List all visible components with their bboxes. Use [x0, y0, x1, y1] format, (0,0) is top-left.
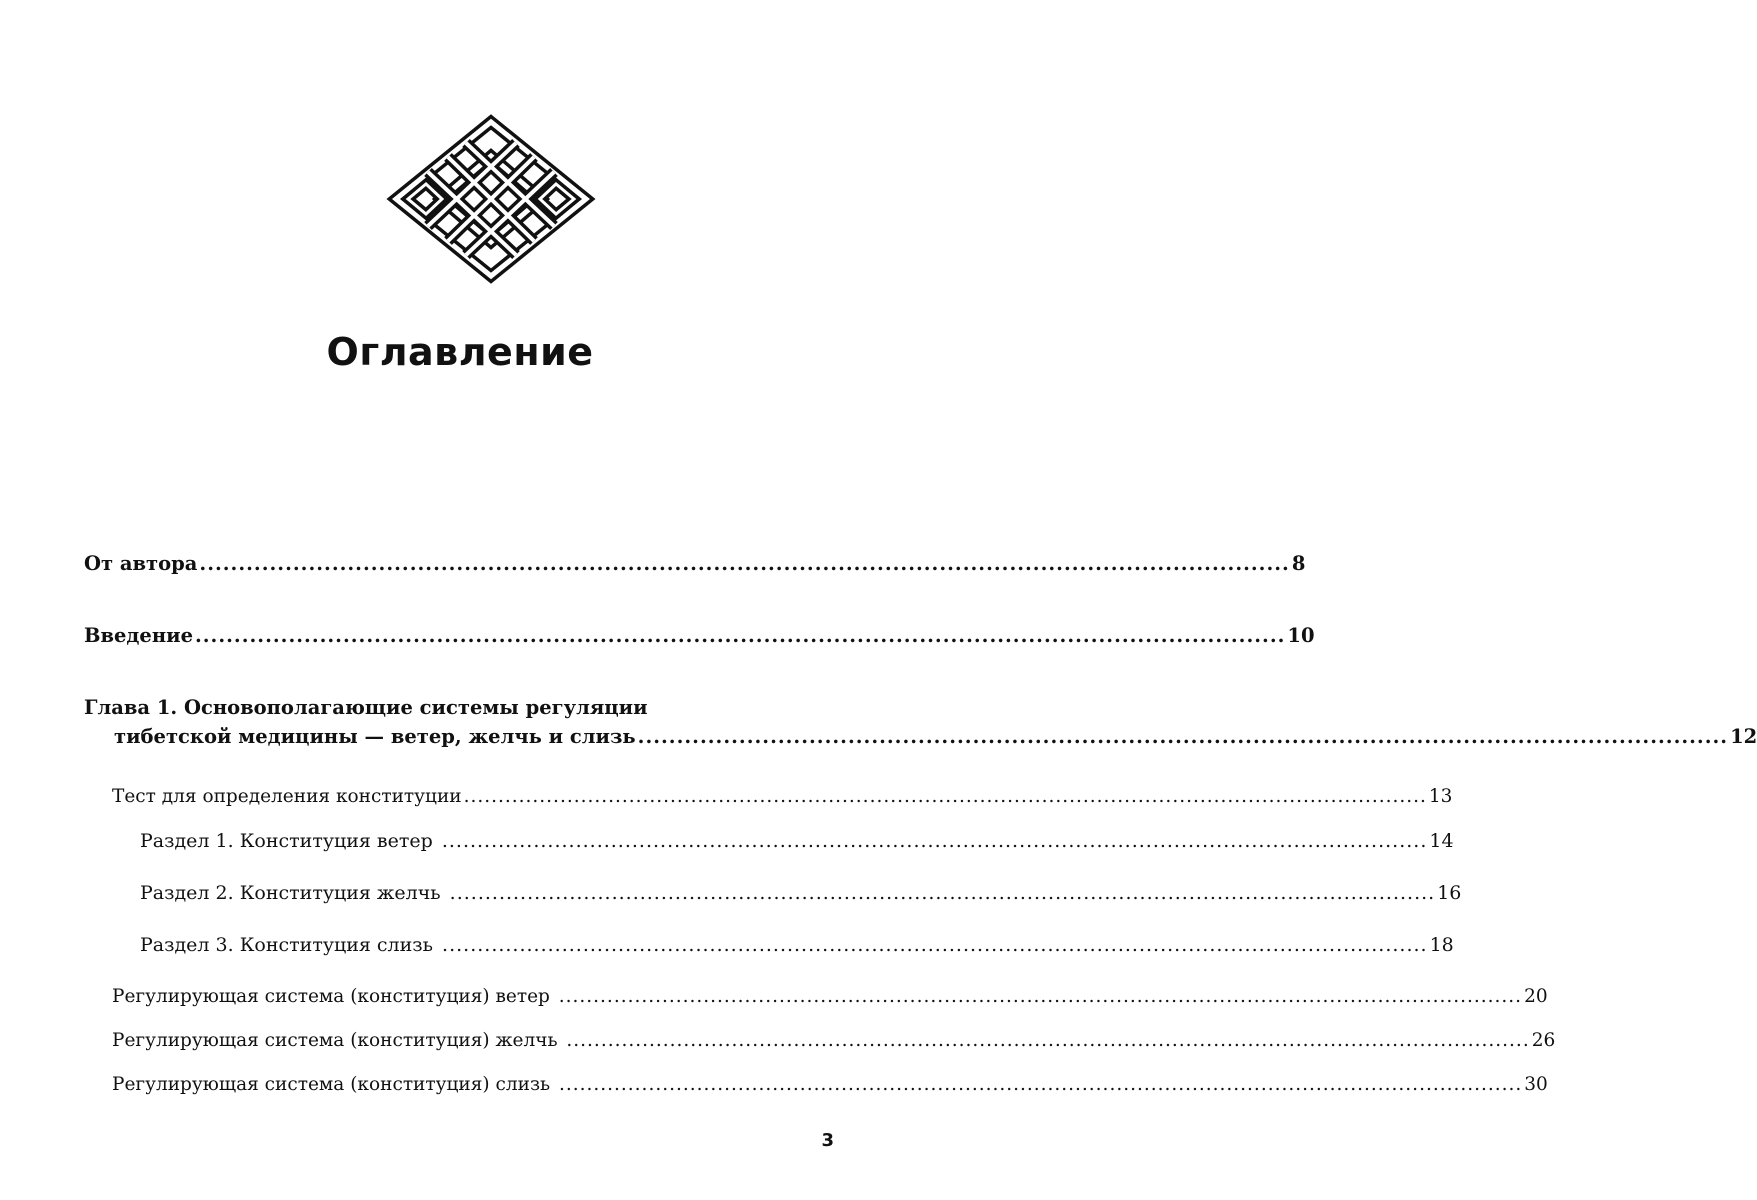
toc-entry-label: Раздел 2. Конституция желчь [140, 882, 441, 904]
toc-entry-label-line1: Глава 1. Основополагающие системы регуляции [84, 696, 648, 719]
toc-entry-section-2[interactable] [84, 882, 1462, 904]
leader-dots: ............................................................................................................................................ [199, 552, 1290, 575]
toc-entry-page: 20 [1524, 986, 1548, 1007]
toc-entry-label: От автора [84, 552, 198, 575]
toc-entry-page: 14 [1429, 830, 1454, 852]
toc-entry-regulating-bile[interactable] [84, 1030, 1556, 1051]
toc-entry-introduction[interactable] [84, 624, 1315, 647]
toc-entry-label: Раздел 1. Конституция ветер [140, 830, 433, 852]
leader-dots: ............................................................................................................................................ [435, 934, 1428, 956]
toc-entry-page: 12 [1730, 725, 1757, 748]
leader-dots: ............................................................................................................................................ [442, 882, 1436, 904]
toc-entry-label: Раздел 3. Конституция слизь [140, 934, 433, 956]
toc-entry-section-1[interactable] [84, 830, 1454, 852]
toc-entry-section-3[interactable] [84, 934, 1454, 956]
toc-entry-from-author[interactable] [84, 552, 1306, 575]
leader-dots: ............................................................................................................................................ [559, 1030, 1530, 1051]
page-title: Оглавление [326, 330, 594, 374]
toc-entry-page: 26 [1531, 1030, 1556, 1051]
toc-entry-label: Регулирующая система (конституция) слизь [112, 1074, 551, 1095]
toc-entry-page: 10 [1287, 624, 1315, 647]
leader-dots: ............................................................................................................................................ [637, 725, 1729, 748]
toc-entry-label: Регулирующая система (конституция) ветер [112, 986, 550, 1007]
toc-entry-page: 13 [1428, 786, 1453, 807]
toc-entry-regulating-wind[interactable] [84, 986, 1548, 1007]
leader-dots: ............................................................................................................................................ [463, 786, 1427, 807]
page-number: 3 [821, 1130, 834, 1151]
leader-dots: ............................................................................................................................................ [552, 1074, 1523, 1095]
leader-dots: ............................................................................................................................................ [194, 624, 1286, 647]
leader-dots: ............................................................................................................................................ [434, 830, 1428, 852]
toc-entry-label: Введение [84, 624, 193, 647]
leader-dots: ............................................................................................................................................ [551, 986, 1523, 1007]
toc-entry-regulating-phlegm[interactable] [84, 1074, 1548, 1095]
toc-entry-label: Регулирующая система (конституция) желчь [112, 1030, 558, 1051]
toc-entry-chapter-1[interactable] [84, 696, 1757, 748]
toc-entry-label: Тест для определения конституции [112, 786, 462, 807]
toc-entry-page: 30 [1524, 1074, 1548, 1095]
toc-entry-constitution-test[interactable] [84, 786, 1453, 807]
toc-entry-page: 16 [1437, 882, 1462, 904]
endless-knot-icon [386, 116, 596, 282]
toc-entry-label-line2: тибетской медицины — ветер, желчь и слизь [114, 725, 636, 748]
toc-entry-page: 18 [1429, 934, 1454, 956]
toc-entry-page: 8 [1291, 552, 1306, 575]
